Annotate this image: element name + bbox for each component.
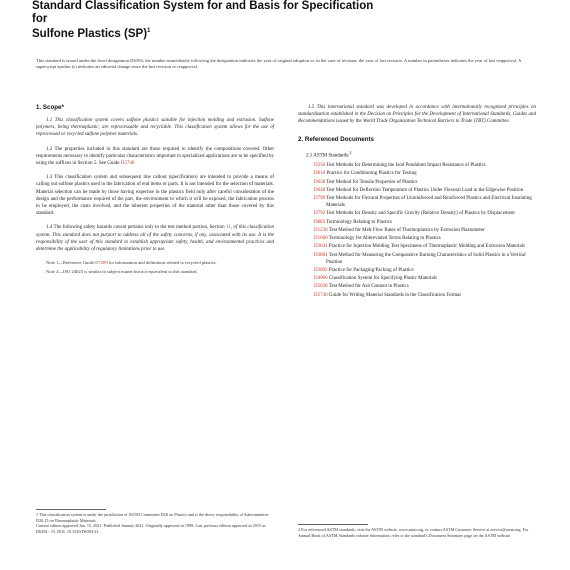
reference-item: [306, 267, 536, 274]
reference-title: Guide for Writing Material Standards in the Classification Format: [327, 292, 461, 298]
reference-item: [306, 227, 536, 234]
document-title: [32, 0, 512, 40]
reference-title: Test Method for Tensile Properties of Plastics: [325, 179, 418, 185]
scope-para-1-4-text-a: 1.4 The following safety hazards caveat pertains only to the test method portion, Section: [46, 225, 226, 231]
note-1-text-b: for information and definitions related to recycled plastics.: [107, 260, 217, 266]
footnote-1: 1 This classification system is under the jurisdiction of ASTM Committee D20 on Plastics and is the direct responsibility of Subcommittee D20.15 on Thermoplastic Materials.: [36, 512, 269, 523]
reference-code-link[interactable]: D256: [314, 163, 326, 169]
reference-item: [306, 275, 536, 282]
left-column: [36, 104, 274, 277]
reference-code-link[interactable]: D883: [314, 219, 326, 225]
left-footnote-rule: [36, 509, 106, 510]
reference-code-link[interactable]: D1238: [314, 227, 328, 233]
astm-standards-subheading: [306, 149, 536, 160]
reference-code-link[interactable]: D792: [314, 211, 326, 217]
title-main: Sulfone Plastics (SP): [32, 27, 148, 40]
reference-item: [306, 235, 536, 242]
reference-title: Practice for Injection Molding Test Specimens of Thermoplastic Molding and Extrusion Materials: [327, 244, 526, 250]
scope-para-1-2: [36, 146, 274, 168]
note-1: [36, 260, 274, 266]
reference-title: Test Methods for Density and Specific Gravity (Relative Density) of Plastics by Displacement: [325, 211, 515, 217]
reference-title: Test Method for Melt Flow Rates of Thermoplastics by Extrusion Plastometer: [327, 227, 485, 233]
title-line-1: Standard Classification System for and Basis for Specification: [32, 0, 374, 12]
reference-code-link[interactable]: D638: [314, 179, 326, 185]
reference-item: [306, 210, 536, 217]
astm-standards-label: 2.1 ASTM Standards:: [306, 153, 350, 159]
scope-para-1-4-text-b: , of this classification system. This standard does not purport to address all of the safety concerns, if any, associated with its use. It is the responsibility of the user of this standard to establish appropriate safety, health, and environmental practices and determine the applicability of regulatory limitations prior to use.: [36, 225, 274, 253]
title-line-2: for: [32, 12, 48, 25]
footnote-edition: Current edition approved Jan. 15, 2021. Published January 2021. Originally approved in 1999. Last previous edition approved in 2015 as D6394 - 15. DOI: 10.1520/D6394-21.: [36, 523, 266, 534]
note-1-text-a: Note 1—Reference Guide: [46, 260, 96, 266]
title-footnote-marker: 1: [147, 28, 151, 34]
reference-item: [306, 283, 536, 290]
reference-code-link[interactable]: D790: [314, 196, 326, 202]
link-section-11[interactable]: 11: [226, 225, 231, 231]
left-footnotes: [36, 512, 274, 534]
right-footnotes: [298, 527, 536, 538]
designation-note: This standard is issued under the fixed designation D6394; the number immediately following the designation indicates the year of original adoption or, in the case of revision, the year of last revision. A number in parentheses indicates the year of last reapproval. A superscript epsilon (ε) indicates an editorial change since the last revision or reapproval.: [36, 58, 522, 70]
link-d7209[interactable]: D7209: [95, 260, 108, 266]
reference-item: [306, 179, 536, 186]
reference-title: Terminology for Abbreviated Terms Relating to Plastics: [327, 236, 441, 242]
references-heading: 2. Referenced Documents: [298, 135, 374, 143]
reference-item: [306, 195, 536, 209]
scope-heading: 1. Scope*: [36, 104, 64, 111]
reference-code-link[interactable]: D3892: [314, 267, 328, 273]
scope-para-1-2-text: 1.2 The properties included in this standard are those required to identify the compositions covered. Other requirements necessary to identify particular characteristics important to specialized applications are to be specified by using the suffixes in Section 5. See Guide: [36, 146, 274, 167]
right-footnote-rule: [298, 524, 368, 525]
link-d5740[interactable]: D5740: [120, 161, 135, 167]
reference-item: [306, 252, 536, 266]
reference-title: Test Methods for Determining the Izod Pendulum Impact Resistance of Plastics: [325, 163, 486, 169]
reference-code-link[interactable]: D3641: [314, 244, 328, 250]
reference-code-link[interactable]: D5630: [314, 284, 328, 290]
astm-footnote-marker: 2: [349, 149, 352, 155]
reference-title: Test Method for Ash Content in Plastics: [327, 284, 409, 290]
right-column: [298, 104, 536, 300]
reference-code-link[interactable]: D618: [314, 171, 326, 177]
note-2: Note 2—ISO 24025 is similar in subject matter but not equivalent to this standard.: [46, 268, 198, 274]
reference-title: Test Methods for Flexural Properties of Unreinforced and Reinforced Plastics and Electrical Insulating Materials: [325, 196, 532, 209]
reference-code-link[interactable]: D648: [314, 187, 326, 193]
reference-code-link[interactable]: D5740: [314, 292, 328, 298]
intl-para-1-5: 1.5 This international standard was developed in accordance with internationally recognized principles on standardization established in the Decision on Principles for the Development of International Standards, Guides and Recommendations issued by the World Trade Organization Technical Barriers to Trade (TBT) Committee.: [298, 105, 536, 125]
scope-para-1-1: 1.1 This classification system covers sulfone plastics suitable for injection molding and extrusion. Sulfone polymers, being thermoplastic, are reprocessable and recyclable. This classification system allows for the use of reprocessed or recycled sulfone polymer materials.: [36, 118, 274, 138]
footnote-2: 2 For referenced ASTM standards, visit the ASTM website, www.astm.org, or contact ASTM Customer Service at service@astm.org. For Annual Book of ASTM Standards volume information, refer to the standard's Document Summary page on the ASTM website.: [298, 527, 529, 538]
reference-item: [306, 243, 536, 250]
reference-title: Test Method for Measuring the Comparative Burning Characteristics of Solid Plastics in a Vertical Position: [326, 252, 526, 265]
reference-title: Classification System for Specifying Plastic Materials: [327, 276, 438, 282]
reference-item: [306, 187, 536, 194]
reference-item: [306, 219, 536, 226]
reference-code-link[interactable]: D1600: [314, 236, 328, 242]
reference-title: Test Method for Deflection Temperature of Plastics Under Flexural Load in the Edgewise Position: [325, 187, 524, 193]
reference-title: Practice for Conditioning Plastics for Testing: [325, 171, 417, 177]
reference-item: [306, 162, 536, 169]
scope-para-1-3: 1.3 This classification system and subsequent line callout (specification) are intended to provide a means of calling out sulfone plastics used in the fabrication of end items or parts. It is not intended for the selection of materials. Material selection can be made by those having expertise in the plastics field only after careful consideration of the design and the performance required of the part, the environment to which it will be exposed, the fabrication process to be employed, the costs involved, and the inherent properties of the material other than those covered by this standard.: [36, 175, 274, 217]
scope-para-1-4: [36, 224, 274, 253]
reference-code-link[interactable]: D3801: [314, 252, 328, 258]
reference-code-link[interactable]: D4000: [314, 276, 328, 282]
reference-item: [306, 292, 536, 299]
reference-title: Practice for Packaging/Packing of Plastics: [327, 267, 414, 273]
reference-item: [306, 170, 536, 177]
reference-list: [298, 162, 536, 298]
reference-title: Terminology Relating to Plastics: [325, 219, 392, 225]
title-line-3: [32, 25, 512, 40]
